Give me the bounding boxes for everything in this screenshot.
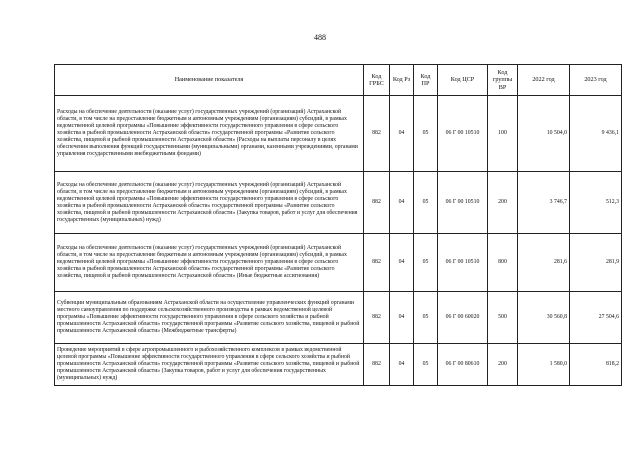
row-grbs: 882: [364, 234, 390, 292]
row-name: Расходы на обеспечение деятельности (оказание услуг) государственных учреждений (организаций) Астраханской области, в том числе на предоставление бюджетным и автономным учреждениям (организациям) субсидий, в рамках ведомственной целевой программы «Повышение эффективности государственного управления в сфере сельского хозяйства и рыбной промышленности Астраханской области» государственной программы «Развитие сельского хозяйства, пищевой и рыбной промышленности Астраханской области» (Закупка товаров, работ и услуг для обеспечения государственных (муниципальных) нужд): [55, 172, 364, 234]
row-grbs: 882: [364, 96, 390, 172]
row-2022: 1 580,0: [518, 344, 570, 386]
row-rz: 04: [390, 292, 414, 344]
row-pr: 05: [414, 234, 438, 292]
row-pr: 05: [414, 292, 438, 344]
row-name: Проведение мероприятий в сфере агропромышленного и рыбохозяйственного комплексов в рамках ведомственной целевой программы «Повышение эффективности государственного управления в сфере сельского хозяйства и рыбной промышленности Астраханской области» государственной программы «Развитие сельского хозяйства, пищевой и рыбной промышленности Астраханской области» (Закупка товаров, работ и услуг для обеспечения государственных (муниципальных) нужд): [55, 344, 364, 386]
row-csr: 06 Г 00 10510: [438, 172, 488, 234]
budget-table: [54, 64, 622, 386]
table-row: [55, 344, 622, 386]
row-rz: 04: [390, 96, 414, 172]
header-vr: Код группы ВР: [488, 65, 518, 96]
row-csr: 06 Г 00 80610: [438, 344, 488, 386]
row-2022: 281,6: [518, 234, 570, 292]
row-name: Расходы на обеспечение деятельности (оказание услуг) государственных учреждений (организаций) Астраханской области, в том числе на предоставление бюджетным и автономным учреждениям (организациям) субсидий, в рамках ведомственной целевой программы «Повышение эффективности государственного управления в сфере сельского хозяйства и рыбной промышленности Астраханской области» государственной программы «Развитие сельского хозяйства, пищевой и рыбной промышленности Астраханской области» (Расходы на выплаты персоналу в целях обеспечения выполнения функций государственными (муниципальными) органами, казенными учреждениями, органами управления государственными внебюджетными фондами): [55, 96, 364, 172]
header-grbs: Код ГРБС: [364, 65, 390, 96]
table-header: [55, 65, 622, 96]
header-rz: Код Рз: [390, 65, 414, 96]
row-vr: 200: [488, 172, 518, 234]
row-grbs: 882: [364, 172, 390, 234]
header-2022: 2022 год: [518, 65, 570, 96]
table-row: [55, 172, 622, 234]
row-csr: 06 Г 00 10510: [438, 234, 488, 292]
table-row: [55, 96, 622, 172]
row-grbs: 882: [364, 344, 390, 386]
header-pr: Код ПР: [414, 65, 438, 96]
row-pr: 05: [414, 172, 438, 234]
row-csr: 06 Г 00 10510: [438, 96, 488, 172]
row-vr: 800: [488, 234, 518, 292]
row-rz: 04: [390, 234, 414, 292]
row-2022: 10 504,0: [518, 96, 570, 172]
page-number: 488: [314, 33, 326, 42]
row-vr: 200: [488, 344, 518, 386]
row-2023: 9 436,1: [570, 96, 622, 172]
row-2023: 27 504,6: [570, 292, 622, 344]
row-rz: 04: [390, 172, 414, 234]
row-csr: 06 Г 00 60020: [438, 292, 488, 344]
row-pr: 05: [414, 344, 438, 386]
row-pr: 05: [414, 96, 438, 172]
header-2023: 2023 год: [570, 65, 622, 96]
row-grbs: 882: [364, 292, 390, 344]
table-row: [55, 292, 622, 344]
row-2022: 30 560,8: [518, 292, 570, 344]
row-2023: 281,9: [570, 234, 622, 292]
row-2022: 3 746,7: [518, 172, 570, 234]
row-name: Расходы на обеспечение деятельности (оказание услуг) государственных учреждений (организаций) Астраханской области, в том числе на предоставление бюджетным и автономным учреждениям (организациям) субсидий, в рамках ведомственной целевой программы «Повышение эффективности государственного управления в сфере сельского хозяйства и рыбной промышленности Астраханской области» государственной программы «Развитие сельского хозяйства, пищевой и рыбной промышленности Астраханской области» (Иные бюджетные ассигнования): [55, 234, 364, 292]
header-csr: Код ЦСР: [438, 65, 488, 96]
table-row: [55, 234, 622, 292]
row-name: Субвенции муниципальным образованиям Астраханской области на осуществление управленческих функций органами местного самоуправления по поддержке сельскохозяйственного производства в рамках ведомственной целевой программы «Повышение эффективности государственного управления в сфере сельского хозяйства и рыбной промышленности Астраханской области» государственной программы «Развитие сельского хозяйства, пищевой и рыбной промышленности Астраханской области» (Межбюджетные трансферты): [55, 292, 364, 344]
header-name: Наименование показателя: [55, 65, 364, 96]
row-rz: 04: [390, 344, 414, 386]
row-2023: 512,3: [570, 172, 622, 234]
row-2023: 818,2: [570, 344, 622, 386]
row-vr: 100: [488, 96, 518, 172]
row-vr: 500: [488, 292, 518, 344]
